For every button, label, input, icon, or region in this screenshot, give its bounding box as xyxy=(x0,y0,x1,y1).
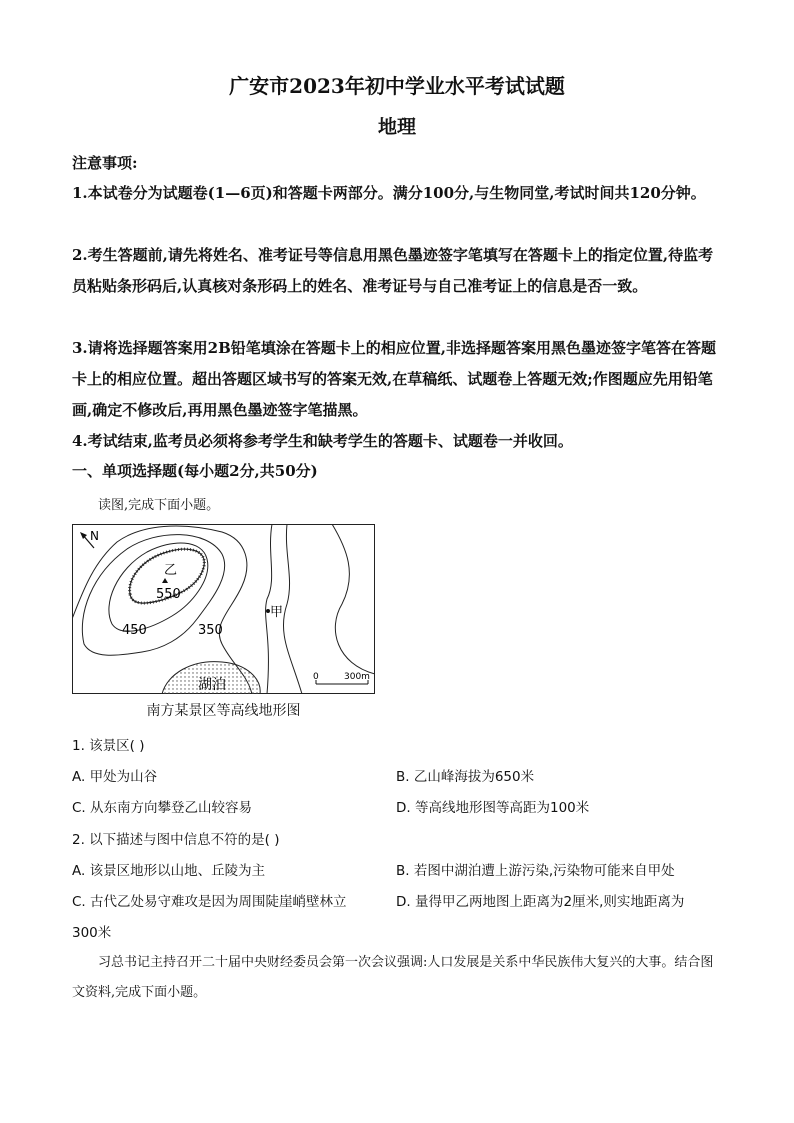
notice-item-1: 1.本试卷分为试题卷(1—6页)和答题卡两部分。满分100分,与生物同堂,考试时间共120分钟。 xyxy=(72,184,706,202)
lake-label: 湖泊 xyxy=(198,677,226,693)
scale-zero-label: 0 xyxy=(313,672,319,682)
question-2-option-a[interactable]: A. 该景区地形以山地、丘陵为主 xyxy=(72,863,266,879)
question-1-option-a[interactable]: A. 甲处为山谷 xyxy=(72,769,158,785)
section-heading: 一、单项选择题(每小题2分,共50分) xyxy=(72,462,318,480)
contour-label-550: 550 xyxy=(156,587,181,602)
contour-label-350: 350 xyxy=(198,623,223,638)
subject-title: 地理 xyxy=(377,116,416,138)
question-2-stem: 2. 以下描述与图中信息不符的是( ) xyxy=(72,832,280,848)
question-2-option-d[interactable]: D. 量得甲乙两地图上距离为2厘米,则实地距离为 xyxy=(396,894,685,910)
section-intro: 读图,完成下面小题。 xyxy=(98,498,220,513)
scale-distance-label: 300m xyxy=(344,672,370,682)
point-jia-label: 甲 xyxy=(270,605,284,620)
passage-text: 习总书记主持召开二十届中央财经委员会第一次会议强调:人口发展是关系中华民族伟大复兴的大事。结合图文资料,完成下面小题。 xyxy=(72,955,714,1000)
peak-label: 乙 xyxy=(164,563,178,578)
question-2-option-c[interactable]: C. 古代乙处易守难攻是因为周围陡崖峭壁林立 xyxy=(72,894,347,910)
question-2-option-d-continued: 300米 xyxy=(72,925,112,941)
question-2-option-b[interactable]: B. 若图中湖泊遭上游污染,污染物可能来自甲处 xyxy=(396,863,675,879)
notice-item-2: 2.考生答题前,请先将姓名、准考证号等信息用黑色墨迹签字笔填写在答题卡上的指定位置,待监考员粘贴条形码后,认真核对条形码上的姓名、准考证号与自己准考证上的信息是否一致。 xyxy=(72,246,714,295)
north-label: N xyxy=(90,529,99,543)
contour-map xyxy=(72,524,375,694)
map-caption: 南方某景区等高线地形图 xyxy=(146,703,301,719)
contour-label-450: 450 xyxy=(122,623,147,638)
question-1-option-b[interactable]: B. 乙山峰海拔为650米 xyxy=(396,769,535,785)
question-1-option-c[interactable]: C. 从东南方向攀登乙山较容易 xyxy=(72,800,253,816)
question-1-stem: 1. 该景区( ) xyxy=(72,738,145,754)
notice-heading: 注意事项: xyxy=(72,154,138,172)
notice-item-4: 4.考试结束,监考员必须将参考学生和缺考学生的答题卡、试题卷一并收回。 xyxy=(72,432,573,450)
exam-title: 广安市2023年初中学业水平考试试题 xyxy=(229,74,565,98)
notice-item-3: 3.请将选择题答案用2B铅笔填涂在答题卡上的相应位置,非选择题答案用黑色墨迹签字笔答在答题卡上的相应位置。超出答题区域书写的答案无效,在草稿纸、试题卷上答题无效;作图题应先用铅笔画,确定不修改后,再用黑色墨迹签字笔描黑。 xyxy=(72,339,717,419)
contour-map-svg xyxy=(72,524,375,694)
question-1-option-d[interactable]: D. 等高线地形图等高距为100米 xyxy=(396,800,590,816)
